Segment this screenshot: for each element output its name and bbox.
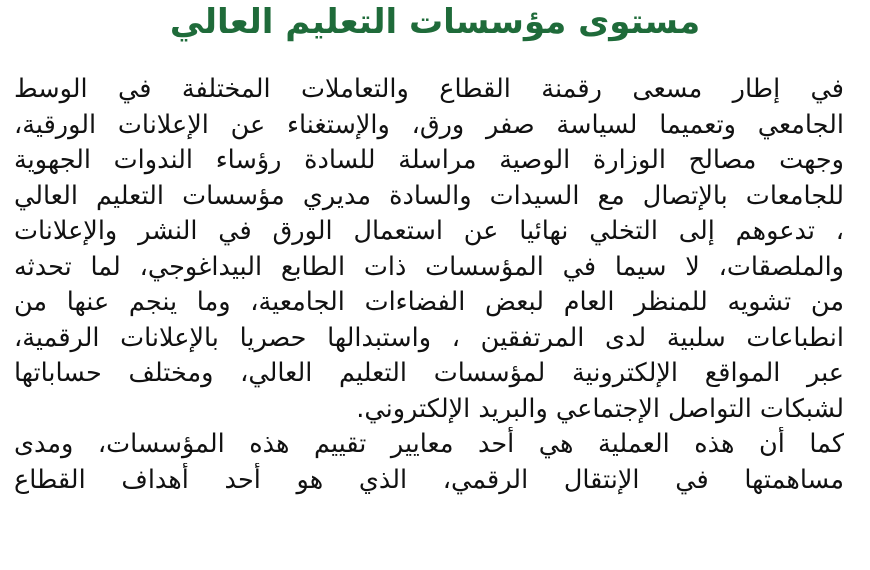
paragraph-1-line-10: لشبكات التواصل الإجتماعي والبريد الإلكتروني. xyxy=(356,393,844,424)
paragraph-1-line-4: للجامعات بالإتصال مع السيدات والسادة مديري مؤسسات التعليم العالي xyxy=(14,180,844,211)
paragraph-1-line-2: الجامعي وتعميما لسياسة صفر ورق، والإستغناء عن الإعلانات الورقية، xyxy=(14,109,844,140)
paragraph-1-line-8: انطباعات سلبية لدى المرتفقين ، واستبدالها حصريا بالإعلانات الرقمية، xyxy=(14,322,844,353)
document-body xyxy=(14,72,844,498)
paragraph-1-line-1: في إطار مسعى رقمنة القطاع والتعاملات المختلفة في الوسط xyxy=(14,74,844,104)
paragraph-1-line-5: ، تدعوهم إلى التخلي نهائيا عن استعمال الورق في النشر والإعلانات xyxy=(14,216,844,246)
paragraph-1-line-9: عبر المواقع الإلكترونية لمؤسسات التعليم العالي، ومختلف حساباتها xyxy=(14,358,844,388)
paragraph-1-line-3: وجهت مصالح الوزارة الوصية مراسلة للسادة رؤساء الندوات الجهوية xyxy=(14,145,844,175)
paragraph-2-line-2: مساهمتها في الإنتقال الرقمي، الذي هو أحد أهداف القطاع xyxy=(14,464,844,495)
document-title: مستوى مؤسسات التعليم العالي xyxy=(169,2,701,42)
paragraph-1-line-6: والملصقات، لا سيما في المؤسسات ذات الطابع البيداغوجي، لما تحدثه xyxy=(14,251,844,282)
paragraph-1-line-7: من تشويه للمنظر العام لبعض الفضاءات الجامعية، وما ينجم عنها من xyxy=(14,287,844,317)
paragraph-2-line-1: كما أن هذه العملية هي أحد معايير تقييم هذه المؤسسات، ومدى xyxy=(14,429,844,459)
